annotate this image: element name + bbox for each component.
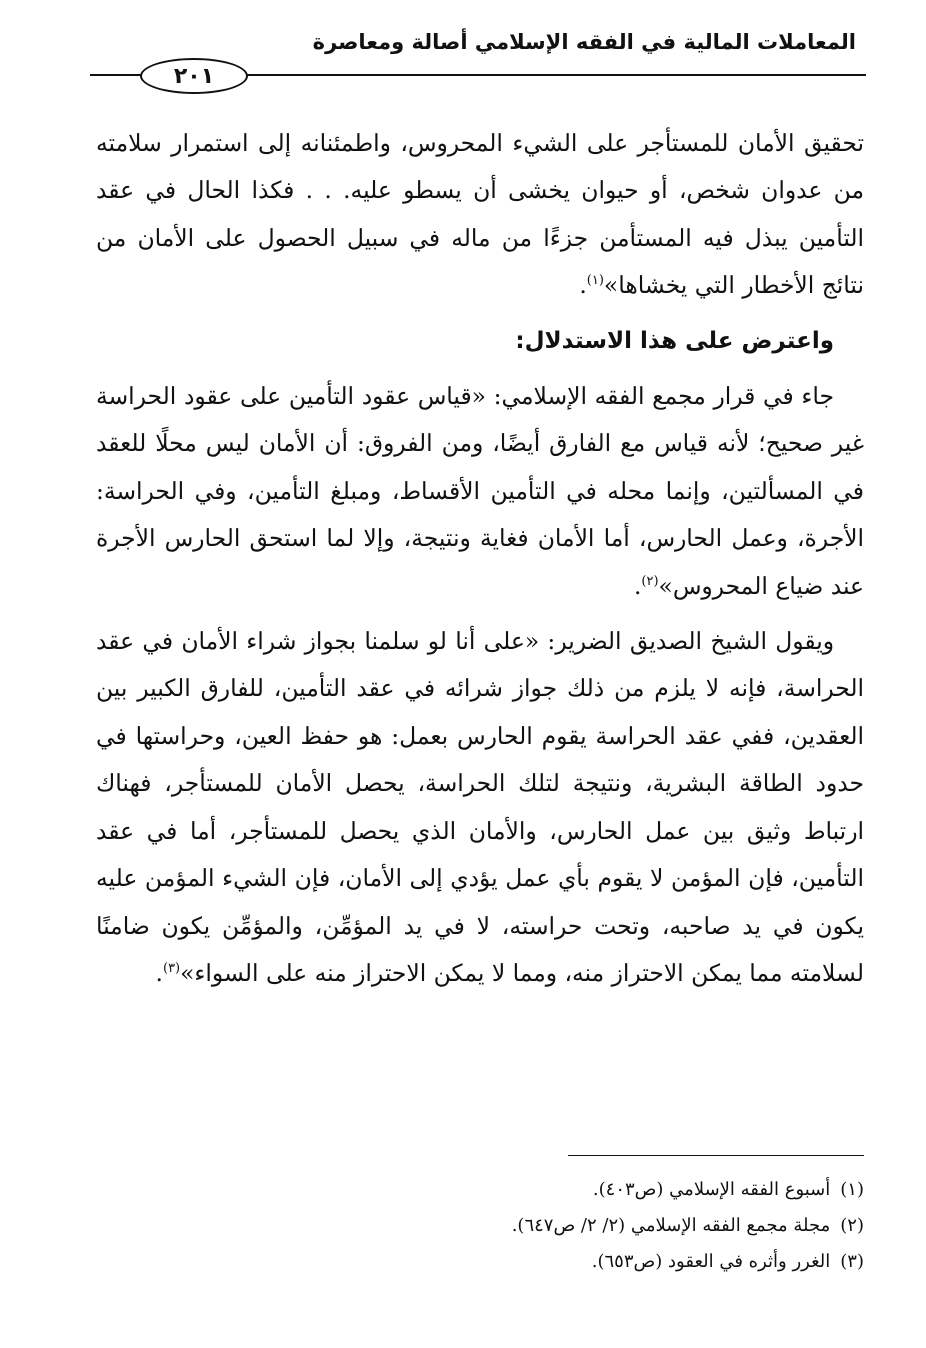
paragraph-3-text: ويقول الشيخ الصديق الضرير: «على أنا لو سلمنا بجواز شراء الأمان في عقد الحراسة، فإنه لا يلزم من ذلك جواز شرائه في عقد التأمين، للفارق الكبير بين العقدين، ففي عقد الحراسة يقوم الحارس بعمل: هو حفظ العين، وحراستها في حدود الطاقة البشرية، ونتيجة لتلك الحراسة، يحصل الأمان للمستأجر، فهناك ارتباط وثيق بين عمل الحارس، والأمان الذي يحصل للمستأجر، أما في عقد التأمين، فإن المؤمن لا يقوم بأي عمل يؤدي إلى الأمان، فإن الشيء المؤمن عليه يكون في يد صاحبه، وتحت حراسته، لا في يد المؤمِّن، والمؤمِّن يكون ضامنًا لسلامته مما يمكن الاحتراز منه، ومما لا يمكن الاحتراز منه على السواء» <box>96 627 864 987</box>
footnote-text: أسبوع الفقه الإسلامي (ص٤٠٣). <box>592 1179 831 1200</box>
footnote-number: (٣) <box>840 1251 864 1272</box>
page-number: ٢٠١ <box>173 63 215 89</box>
paragraph-3 <box>96 618 864 997</box>
main-text <box>96 120 864 1005</box>
footnote-number: (٢) <box>840 1215 864 1236</box>
footnote-ref-3: (٣) <box>162 961 181 977</box>
page-number-badge <box>140 58 248 94</box>
footnote-2 <box>96 1208 864 1244</box>
footnote-separator <box>568 1155 864 1156</box>
footnote-ref-1: (١) <box>586 273 604 289</box>
footnote-1 <box>96 1172 864 1208</box>
footnote-3 <box>96 1244 864 1280</box>
paragraph-2-end: . <box>633 571 642 600</box>
paragraph-2-text: جاء في قرار مجمع الفقه الإسلامي: «قياس عقود التأمين على عقود الحراسة غير صحيح؛ لأنه قياس مع الفارق أيضًا، ومن الفروق: أن الأمان ليس محلًا للعقد في المسألتين، وإنما محله في التأمين الأقساط، ومبلغ التأمين، وفي الحراسة: الأجرة، وعمل الحارس، أما الأمان فغاية ونتيجة، وإلا لما استحق الحارس الأجرة عند ضياع المحروس» <box>96 382 864 600</box>
paragraph-1-end: . <box>579 271 587 300</box>
paragraph-3-end: . <box>155 958 163 987</box>
footnote-text: مجلة مجمع الفقه الإسلامي (٢/ ٢/ ص٦٤٧). <box>511 1215 831 1236</box>
paragraph-1 <box>96 120 864 310</box>
running-head-title: المعاملات المالية في الفقه الإسلامي أصالة ومعاصرة <box>312 30 856 54</box>
section-heading: واعترض على هذا الاستدلال: <box>515 327 834 354</box>
footnote-number: (١) <box>840 1179 864 1200</box>
footnotes <box>96 1172 864 1280</box>
footnote-ref-2: (٢) <box>641 573 659 589</box>
footnote-text: الغرر وأثره في العقود (ص٦٥٣). <box>591 1251 831 1272</box>
paragraph-2 <box>96 373 864 610</box>
paragraph-1-text: تحقيق الأمان للمستأجر على الشيء المحروس، واطمئنانه إلى استمرار سلامته من عدوان شخص، أو حيوان يخشى أن يسطو عليه. . . فكذا الحال في عقد التأمين يبذل فيه المستأمن جزءًا من ماله في سبيل الحصول على الأمان من نتائج الأخطار التي يخشاها» <box>96 129 864 300</box>
